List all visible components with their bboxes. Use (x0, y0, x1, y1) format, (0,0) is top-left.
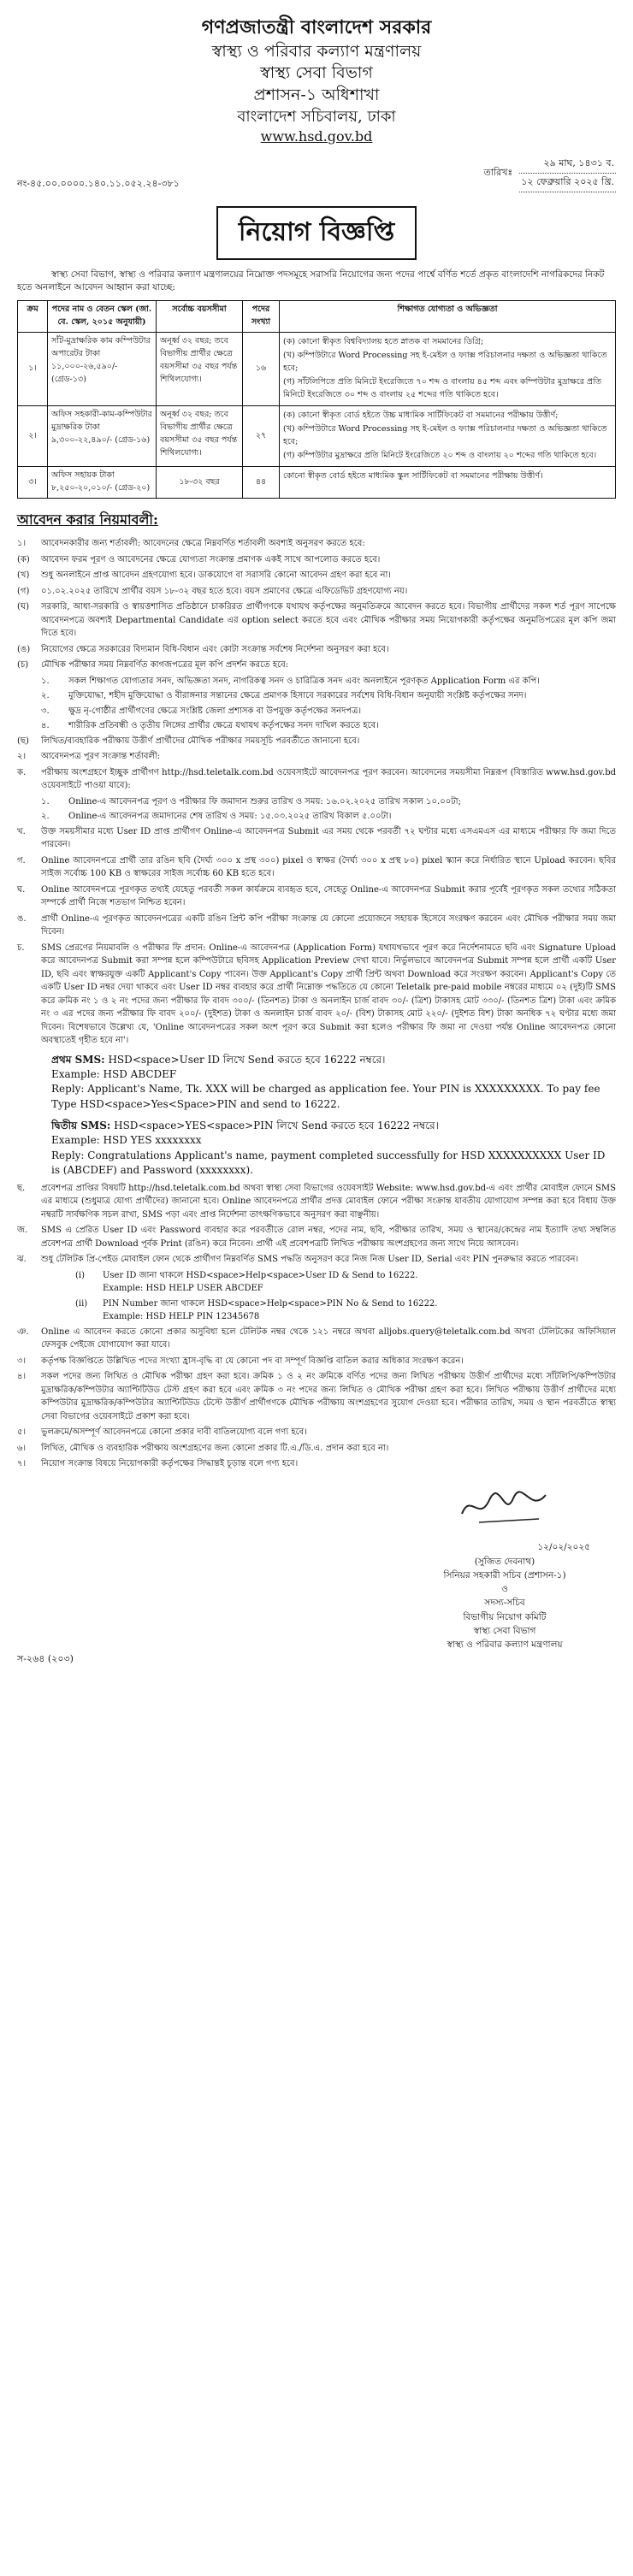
rule-item (17, 825, 616, 852)
rule-number: (গ) (17, 586, 30, 596)
sms-first-reply: Reply: Applicant's Name, Tk. XXX will be charged as application fee. Your PIN is XXXXXXXXX. To pay fee Type HSD<space>Yes<Space>PIN and send to 16222. (51, 1083, 600, 1110)
date-label: তারিখঃ (483, 167, 513, 178)
signature-area (17, 1488, 616, 1668)
signature-block (393, 1488, 616, 1652)
rule-item (41, 795, 616, 809)
recovery-example: Example: HSD HELP USER ABCDEF (103, 1284, 263, 1294)
rule-item (17, 1326, 616, 1352)
rule-number: (ক) (17, 554, 30, 564)
qual-item: কোনো স্বীকৃত বোর্ড হইতে মাধ্যমিক স্কুল সার্টিফিকেট বা সমমানের পরীক্ষায় উত্তীর্ণ। (283, 471, 543, 481)
rule-number: ১. (41, 796, 50, 806)
row-quals (280, 467, 616, 499)
table-row (18, 406, 616, 467)
rule-text: ০১.০২.২০২৫ তারিখে প্রার্থীর বয়স ১৮-৩২ বছর হতে হবে। বয়স প্রমাণের ক্ষেত্রে এফিডেভিট গ্রহণযোগ্য নয়। (41, 586, 408, 596)
rule-text: নিয়োগ সংক্রান্ত বিষয়ে নিয়োগকারী কর্তৃপক্ষের সিদ্ধান্তই চূড়ান্ত বলে গণ্য হবে। (41, 1459, 299, 1469)
row-post: অফিস সহকারী-কাম-কম্পিউটার মুদ্রাক্ষরিক টাকা ৯,৩০০-২২,৪৯০/- (গ্রেড-১৬) (48, 406, 157, 467)
signer-designation: সিনিয়র সহকারী সচিব (প্রশাসন-১) (443, 1569, 566, 1580)
rule-item (17, 569, 616, 582)
rule-text: লিখিত/ব্যবহারিক পরীক্ষায় উত্তীর্ণ প্রার্থীদের মৌখিক পরীক্ষার সময়সূচি পরবর্তীতে জানানো হবে। (41, 736, 360, 746)
reference-row (17, 155, 616, 192)
rule-text: Online এ আবেদন করতে কোনো প্রকার অসুবিধা হলে টেলিটক নম্বর থেকে ১২১ নম্বরে অথবা alljobs.query@teletalk.com.bd অথবা টেলিটকের অফিসিয়াল ফেসবুক পেইজে যোগাযোগ করা যাবে। (41, 1326, 616, 1350)
row-quals (280, 333, 616, 406)
rule-item (17, 854, 616, 881)
rule-number: (ঙ) (17, 644, 31, 654)
rule-text: আবেদন ফরম পূরণ ও আবেদনের ক্ষেত্রে যোগ্যতা সংক্রান্ত প্রমাণক একই সাথে আপলোড করতে হবে। (41, 554, 381, 564)
sms-second-reply: Reply: Congratulations Applicant's name, payment completed successfully for HSD XXXXXXXXXX User ID is (ABCDEF) and Password (xxxxxxxx). (51, 1149, 606, 1177)
col-count: পদের সংখ্যা (243, 301, 280, 333)
row-count: ২৭ (243, 406, 280, 467)
signer-committee: বিভাগীয় নিয়োগ কমিটি (463, 1611, 547, 1622)
row-post: সাঁট-মুদ্রাক্ষরিক কাম কম্পিউটার অপারেটর টাকা ১১,০০০-২৬,৫৯০/- (গ্রেড-১৩) (48, 333, 157, 406)
rule-item (17, 1355, 616, 1368)
row-age: অনূর্ধ্ব ৩২ বছর; তবে বিভাগীয় প্রার্থীর ক্ষেত্রে বয়সসীমা ৩৫ বছর পর্যন্ত শিথিলযোগ্য। (157, 406, 243, 467)
rule-number: ছ. (17, 1183, 26, 1193)
rule-item (17, 1224, 616, 1250)
qual-item: (ক) কোনো স্বীকৃত বোর্ড হইতে উচ্চ মাধ্যমিক সার্টিফিকেট বা সমমানের পরীক্ষায় উত্তীর্ণ; (283, 411, 559, 420)
sms-first-label: প্রথম SMS: (51, 1053, 105, 1066)
row-age: ১৮-৩২ বছর (157, 467, 243, 499)
secretariat-name: বাংলাদেশ সচিবালয়, ঢাকা (237, 107, 396, 126)
rule-number: (চ) (17, 660, 29, 670)
rule-item (41, 675, 616, 688)
document-page (17, 0, 616, 1668)
rule-text: লিখিত, মৌখিক ও ব্যবহারিক পরীক্ষায় অংশগ্রহণের জন্য কোনো প্রকার টি.এ./ডি.এ. প্রদান করা হবে না। (41, 1443, 389, 1453)
rule-number: (ছ) (17, 736, 29, 746)
rule-number: ঘ. (17, 884, 26, 895)
rule-text: প্রবেশপত্র প্রাপ্তির বিষয়টি http://hsd.teletalk.com.bd অথবা স্বাস্থ্য সেবা বিভাগের ওয়েবসাইট Website: www.hsd.gov.bd-এ এবং প্রার্থীর মোবাইল ফোনে SMS এর মাধ্যমে (শুধুমাত্র যোগ্য প্রার্থীদের) জানানো হবে। Online আবেদনপত্রে প্রার্থীর প্রদত্ত মোবাইল ফোনে পরীক্ষা সংক্রান্ত যাবতীয় যোগাযোগ সম্পন্ন করা হবে বিধায় উক্ত নম্বরটি সার্বক্ষণিক সচল রাখা, SMS পড়া এবং প্রাপ্ত নির্দেশনা তাৎক্ষণিকভাবে অনুসরণ করা বাঞ্ছনীয়। (41, 1183, 616, 1220)
qual-item: (গ) কম্পিউটার মুদ্রাক্ষরে প্রতি মিনিটে ইংরেজিতে ২০ শব্দ ও বাংলায় ২০ শব্দের গতি থাকিতে হবে। (283, 451, 597, 460)
rule-item (17, 537, 616, 551)
rule-number: ২। (17, 752, 27, 761)
rule-item (17, 883, 616, 910)
rule-item (17, 1182, 616, 1222)
signature-date: ১২/০২/২০২৫ (537, 1542, 590, 1553)
rule-number: ৩। (17, 1356, 27, 1366)
recovery-list (51, 1269, 616, 1324)
col-age: সর্বোচ্চ বয়সসীমা (157, 301, 243, 333)
rule-text: সকল পদের জন্য লিখিত ও মৌখিক পরীক্ষা গ্রহণ করা হবে। ক্রমিক ১ ও ২ নং ক্রমিকে বর্ণিত পদের জন্য লিখিত পরীক্ষায় উত্তীর্ণ প্রার্থীদের মধ্যে সাঁটলিপি/কম্পিউটার মুদ্রাক্ষরিক/কম্পিউটার অ্যাপ্টিটিউড টেস্ট গ্রহণ করা হবে এবং ক্রমিক ৩ নং পদের জন্য লিখিত ও মৌখিক পরীক্ষা গ্রহণ করা হবে। লিখিত পরীক্ষায় উত্তীর্ণ প্রার্থীদের মধ্যে কম্পিউটার মুদ্রাক্ষরিক/কম্পিউটার অ্যাপ্টিটিউড টেস্টে উত্তীর্ণ প্রার্থীগণকে মৌখিক পরীক্ষায় অংশগ্রহণের সুযোগ দেওয়া হবে। পরীক্ষার তারিখ, সময় ও স্থান পরবর্তীতে স্বাস্থ্য সেবা বিভাগের ওয়েবসাইটে প্রকাশ করা হবে। (41, 1372, 616, 1421)
rule-number: ১। (17, 539, 27, 548)
rule-number: জ. (17, 1226, 28, 1236)
signer-and: ও (501, 1584, 508, 1595)
signer-dept: স্বাস্থ্য সেবা বিভাগ (473, 1625, 536, 1636)
letterhead (17, 15, 616, 146)
rule-number: ক. (17, 767, 27, 777)
row-age: অনূর্ধ্ব ৩২ বছর; তবে বিভাগীয় প্রার্থীর ক্ষেত্রে বয়সসীমা ৩৫ বছর পর্যন্ত শিথিলযোগ্য। (157, 333, 243, 406)
sms-instructions (51, 1053, 616, 1179)
row-serial: ১। (18, 333, 48, 406)
rule-text: Online আবেদনপত্রে পূরণকৃত তথ্যই যেহেতু পরবর্তী সকল কার্যক্রমে ব্যবহৃত হবে, সেহেতু Online-এ আবেদনপত্র Submit করার পূর্বেই পূরণকৃত সকল তথ্যের সঠিকতা সম্পর্কে প্রার্থী নিজে শতভাগ নিশ্চিত হবেন। (41, 884, 616, 907)
signer-ministry: স্বাস্থ্য ও পরিবার কল্যাণ মন্ত্রণালয় (447, 1640, 563, 1651)
rule-text: মুক্তিযোদ্ধা, শহীদ মুক্তিযোদ্ধা ও বীরাঙ্গনার সন্তানের ক্ষেত্রে প্রমাণক হিসাবে সরকারের সর্বশেষ বিধি-বিধান অনুযায়ী সংশ্লিষ্ট কর্তৃপক্ষের সনদ। (68, 691, 527, 700)
footer-code: স-২৬৪ (২০৩) (17, 1652, 74, 1664)
rule-item (17, 659, 616, 672)
rule-text: Online-এ আবেদনপত্র পূরণ ও পরীক্ষার ফি জমাদান শুরুর তারিখ ও সময়: ১৬.০২.২০২৫ তারিখ সকাল ১০.০০টা; (68, 796, 461, 806)
memo-number: নং-৪৫.০০.০০০০.১৪০.১১.০৫২.২৪-৩৮১ (17, 177, 180, 189)
sms-second-command: HSD<space>YES<space>PIN লিখে Send করতে হবে 16222 নম্বরে। (114, 1120, 439, 1132)
recovery-item: (ii) PIN Number জানা থাকলে HSD<space>Help<space>PIN No & Send to 16222. Example: HSD HELP PIN 12345678 (75, 1298, 438, 1322)
rule-item (17, 600, 616, 641)
rule-number: ৬। (17, 1443, 27, 1453)
rule-item (41, 689, 616, 703)
ministry-name: স্বাস্থ্য ও পরিবার কল্যাণ মন্ত্রণালয় (211, 41, 422, 61)
rule-item (17, 553, 616, 567)
rule-text: Online আবেদনপত্রে প্রার্থী তার রঙিন ছবি (দৈর্ঘ্য ৩০০ x প্রস্থ ৩০০) pixel ও স্বাক্ষর (দৈর্ঘ্য ৩০০ x প্রস্থ ৮০) pixel স্ক্যান করে নির্ধারিত স্থানে Upload করবেন। ছবির সাইজ সর্বোচ্চ 100 KB ও স্বাক্ষরের সাইজ সর্বোচ্চ 60 KB হতে হবে। (41, 855, 616, 878)
row-post: অফিস সহায়ক টাকা ৮,২৫০-২০,০১০/- (গ্রেড-২০) (48, 467, 157, 499)
rule-text: সকল শিক্ষাগত যোগ্যতার সনদ, অভিজ্ঞতা সনদ, নাগরিকত্ব সনদ ও চারিত্রিক সনদ এবং অনলাইনে পূরণকৃত Application Form এর কপি। (68, 676, 540, 686)
rule-number: ৫। (17, 1427, 27, 1438)
recovery-item: (i) User ID জানা থাকলে HSD<space>Help<space>User ID & Send to 16222. Example: HSD HELP USER ABCDEF (75, 1270, 418, 1294)
rule-number: ৪. (41, 721, 50, 730)
sms-second-label: দ্বিতীয় SMS: (51, 1120, 111, 1132)
rule-item (17, 913, 616, 939)
rule-item (17, 643, 616, 657)
rule-text: Online-এ আবেদনপত্র জমাদানের শেষ তারিখ ও সময়: ১৫.০৩.২০২৫ তারিখ বিকাল ৫.০০টা। (68, 812, 392, 821)
row-count: ১৬ (243, 333, 280, 406)
table-row (18, 467, 616, 499)
rule-number: ঙ. (17, 913, 27, 924)
rules-list-3 (17, 1326, 616, 1471)
posts-table (17, 300, 616, 499)
rule-item (17, 1442, 616, 1456)
govt-name: গণপ্রজাতন্ত্রী বাংলাদেশ সরকার (201, 16, 432, 38)
row-quals (280, 406, 616, 467)
rule-text: আবেদনকারীর জন্য শর্তাবলী: আবেদনের ক্ষেত্রে নিম্নবর্ণিত শর্তাবলী অবশ্যই অনুসরণ করতে হবে: (41, 539, 365, 548)
signer-role: সদস্য-সচিব (484, 1598, 525, 1609)
rule-number: ২. (41, 691, 50, 700)
rule-text: ভুলক্রমে/অসম্পূর্ণ আবেদনপত্রে কোনো প্রকার দাবী বাতিলযোগ্য বলে গণ্য হবে। (41, 1427, 307, 1438)
qual-item: (খ) কম্পিউটারে Word Processing সহ ই-মেইল ও ফ্যাক্স পরিচালনার দক্ষতা ও অভিজ্ঞতা থাকিতে হবে; (283, 351, 607, 373)
branch-name: প্রশাসন-১ অধিশাখা (253, 85, 380, 104)
table-row (18, 333, 616, 406)
rule-text: মৌখিক পরীক্ষার সময় নিম্নবর্ণিত কাগজপত্রের মূল কপি প্রদর্শন করতে হবে: (41, 660, 289, 670)
row-serial: ২। (18, 406, 48, 467)
rule-text: শারীরিক প্রতিবন্ধী ও তৃতীয় লিঙ্গের প্রার্থীর ক্ষেত্রে যথাযথ কর্তৃপক্ষের সনদ দাখিল করতে হবে। (68, 721, 379, 730)
sms-first-command: HSD<space>User ID লিখে Send করতে হবে 16222 নম্বরে। (108, 1053, 386, 1066)
recovery-text: PIN Number জানা থাকলে HSD<space>Help<space>PIN No & Send to 16222. (103, 1298, 438, 1309)
recovery-example: Example: HSD HELP PIN 12345678 (103, 1312, 260, 1322)
rule-text: SMS এ প্রেরিত User ID এবং Password ব্যবহার করে পরবর্তীতে রোল নম্বর, পদের নাম, ছবি, পরীক্ষার তারিখ, সময় ও স্থানের/কেন্দ্রের নাম ইত্যাদি তথ্য সম্বলিত প্রবেশপত্র প্রার্থী Download পূর্বক Print (রঙিন) করে নিবেন। প্রার্থী এই প্রবেশপত্রটি লিখিত পরীক্ষায় অংশগ্রহণের জন্য সাথে নিয়ে আসবেন। (41, 1226, 616, 1249)
date-bangla: ২৯ মাঘ, ১৪৩১ ব. (519, 155, 616, 174)
notice-title: নিয়োগ বিজ্ঞপ্তি (216, 206, 417, 260)
rule-text: পরীক্ষায় অংশগ্রহণে ইচ্ছুক প্রার্থীগণ http://hsd.teletalk.com.bd ওয়েবসাইটে আবেদনপত্র পূরণ করবেন। আবেদনের সময়সীমা নিম্নরূপ (বিস্তারিত www.hsd.gov.bd ওয়েবসাইটে পাওয়া যাবে): (41, 767, 616, 790)
rule-number: ৪। (17, 1372, 27, 1382)
date-english: ১২ ফেব্রুয়ারি ২০২৫ খ্রি. (519, 174, 616, 192)
sms-first-example: Example: HSD ABCDEF (51, 1067, 177, 1080)
rule-number: (খ) (17, 570, 30, 580)
rule-item (41, 719, 616, 733)
intro-paragraph: স্বাস্থ্য সেবা বিভাগ, স্বাস্থ্য ও পরিবার কল্যাণ মন্ত্রণালয়ের নিম্নোক্ত পদসমূহে সরাসরি নিয়োগের জন্য পদের পার্শ্বে বর্ণিত শর্তে প্রকৃত বাংলাদেশি নাগরিকদের নিকট হতে অনলাইনে আবেদন আহ্বান করা যাচ্ছে: (17, 269, 605, 293)
rules-list-2 (17, 1182, 616, 1267)
rule-text: কর্তৃপক্ষ বিজ্ঞপ্তিতে উল্লিখিত পদের সংখ্যা হ্রাস-বৃদ্ধি বা যে কোনো পদ বা সম্পূর্ণ বিজ্ঞপ্তি বাতিল করার অধিকার সংরক্ষণ করেন। (41, 1356, 464, 1366)
rule-text: ক্ষুদ্র নৃ-গোষ্ঠীর প্রার্থীগণের ক্ষেত্রে সংশ্লিষ্ট জেলা প্রশাসক বা উপযুক্ত কর্তৃপক্ষের সনদপত্র। (68, 706, 362, 716)
rules-list (17, 537, 616, 1048)
rule-number: ঞ. (17, 1326, 29, 1337)
rule-number: ঝ. (17, 1255, 27, 1265)
col-post: পদের নাম ও বেতন স্কেল (জা. বে. স্কেল, ২০১৫ অনুযায়ী) (48, 301, 157, 333)
rule-number: ২. (41, 812, 50, 821)
rule-text: শুধু অনলাইনে প্রাপ্ত আবেদন গ্রহণযোগ্য হবে। ডাকযোগে বা সরাসরি কোনো আবেদন গ্রহণ করা হবে না। (41, 570, 391, 580)
rule-text: উক্ত সময়সীমার মধ্যে User ID প্রাপ্ত প্রার্থীগণ Online-এ আবেদনপত্র Submit এর সময় থেকে পরবর্তী ৭২ ঘণ্টার মধ্যে এসএমএস এর মাধ্যমে পরীক্ষার ফি জমা দিতে পারবেন। (41, 826, 616, 849)
rule-number: চ. (17, 942, 25, 953)
rule-item (17, 942, 616, 1048)
rule-item (41, 705, 616, 718)
recovery-text: User ID জানা থাকলে HSD<space>Help<space>User ID & Send to 16222. (103, 1270, 418, 1280)
rule-number: খ. (17, 826, 26, 836)
rule-item (17, 750, 616, 764)
rule-number: ৭। (17, 1459, 27, 1469)
col-serial: ক্রম (18, 301, 48, 333)
rule-text: SMS প্রেরণের নিয়মাবলি ও পরীক্ষার ফি প্রদান: Online-এ আবেদনপত্র (Application Form) যথাযথভাবে পূরণ করে নির্দেশনামতে ছবি এবং Signature Upload করে আবেদনপত্র Submit করা সম্পন্ন হলে কম্পিউটারে ছবিসহ Application Preview দেখা যাবে। নির্ভুলভাবে আবেদনপত্র Submit সম্পন্ন হলে প্রার্থী একটি User ID, ছবি এবং স্বাক্ষরযুক্ত একটি Applicant's Copy পাবেন। উক্ত Applicant's Copy প্রার্থী প্রিন্ট অথবা Download করে সংরক্ষণ করবেন। Applicant's Copy তে একটি User ID নম্বর দেয়া থাকবে এবং User ID নম্বর ব্যবহার করে প্রার্থী নিম্নোক্ত পদ্ধতিতে যে কোনো Teletalk pre-paid mobile নম্বরের মাধ্যমে ০২ (দুই)টি SMS করে ক্রমিক নং ১ ও ২ নং পদের জন্য পরীক্ষার ফি বাবদ ৩০০/- (তিনশত) টাকা ও অনলাইন চার্জ বাবদ ৩০/- (ত্রিশ) টাকাসহ মোট ৩৩০/- (তিনশত ত্রিশ) টাকা এবং ক্রমিক নং ৩ এর পদের জন্য পরীক্ষার ফি বাবদ ২০০/- (দুইশত) টাকা ও অনলাইন চার্জ বাবদ ২০/- (বিশ) টাকাসহ মোট ২২০/- (দুইশত বিশ) টাকা অনধিক ৭২ ঘণ্টার মধ্যে জমা দিবেন। বিশেষভাবে উল্লেখ্য যে, 'Online আবেদনপত্রের সকল অংশ পূরণ করে Submit করা হলেও পরীক্ষার ফি জমা না দেওয়া পর্যন্ত Online আবেদনপত্র কোনো অবস্থাতেই গৃহীত হবে না'। (41, 942, 616, 1045)
rule-item (17, 1457, 616, 1471)
division-name: স্বাস্থ্য সেবা বিভাগ (260, 63, 373, 83)
rule-number: (ঘ) (17, 602, 29, 612)
sms-second-example: Example: HSD YES xxxxxxxx (51, 1134, 202, 1147)
row-serial: ৩। (18, 467, 48, 499)
rule-item (17, 585, 616, 599)
rule-item (17, 1370, 616, 1423)
col-qualification: শিক্ষাগত যোগ্যতা ও অভিজ্ঞতা (280, 301, 616, 333)
rule-number: ৩. (41, 706, 50, 716)
rule-text: আবেদনপত্র পূরণ সংক্রান্ত শর্তাবলী: (41, 752, 161, 761)
rule-item (17, 1426, 616, 1439)
rule-text: শুধু টেলিটক প্রি-পেইড মোবাইল ফোন থেকে প্রার্থীগণ নিম্নবর্ণিত SMS পদ্ধতি অনুসরণ করে নিজ নিজ User ID, Serial এবং PIN পুনরুদ্ধার করতে পারবেন। (41, 1255, 579, 1265)
rule-item (17, 766, 616, 793)
rule-item (17, 1253, 616, 1267)
rule-item (17, 735, 616, 748)
handwritten-signature (393, 1488, 616, 1541)
signer-name: (সুজিত দেবনাথ) (474, 1556, 535, 1567)
qual-item: (গ) সাঁটলিপিতে প্রতি মিনিটে ইংরেজিতে ৭০ শব্দ ও বাংলায় ৪৫ শব্দ এবং কম্পিউটার মুদ্রাক্ষরে প্রতি মিনিটে ইংরেজিতে ৩০ শব্দ ও বাংলায় ২৫ শব্দের গতি থাকিতে হবে। (283, 377, 601, 399)
row-count: ৪৪ (243, 467, 280, 499)
qual-item: (ক) কোনো স্বীকৃত বিশ্ববিদ্যালয় হতে স্নাতক বা সমমানের ডিগ্রি; (283, 337, 484, 346)
qual-item: (খ) কম্পিউটারে Word Processing সহ ই-মেইল ও ফ্যাক্স পরিচালনার দক্ষতা ও অভিজ্ঞতা থাকিতে হবে; (283, 424, 607, 446)
rule-item (41, 810, 616, 824)
rules-title: আবেদন করার নিয়মাবলী: (17, 511, 158, 528)
rule-number: গ. (17, 855, 26, 866)
rule-text: নিয়োগের ক্ষেত্রে সরকারের বিদ্যমান বিধি-বিধান এবং কোটা সংক্রান্ত সর্বশেষ নির্দেশনা অনুসরণ করা হবে। (41, 644, 389, 654)
table-header-row (18, 301, 616, 333)
rule-text: সরকারি, আধা-সরকারি ও স্বায়ত্তশাসিত প্রতিষ্ঠানে চাকরিরত প্রার্থীগণকে যথাযথ কর্তৃপক্ষের অনুমতিক্রমে আবেদন করতে হবে। বিভাগীয় প্রার্থীদের সকল শর্ত পূরণ সাপেক্ষে আবেদনপত্রে অবশ্যই Departmental Candidate এর option select করতে হবে এবং মৌখিক পরীক্ষার সময় নিয়োগকারী কর্তৃপক্ষের অনুমতিপত্রের মূল কপি জমা দিতে হবে। (41, 602, 616, 638)
website-link[interactable]: www.hsd.gov.bd (260, 127, 373, 145)
rule-text: প্রার্থী Online-এ পূরণকৃত আবেদনপত্রের একটি রঙিন প্রিন্ট কপি পরীক্ষা সংক্রান্ত যে কোনো প্রয়োজনে সহায়ক হিসেবে সংরক্ষণ করবেন এবং মৌখিক পরীক্ষার সময় জমা দিবেন। (41, 913, 616, 936)
rule-number: ১. (41, 676, 50, 686)
